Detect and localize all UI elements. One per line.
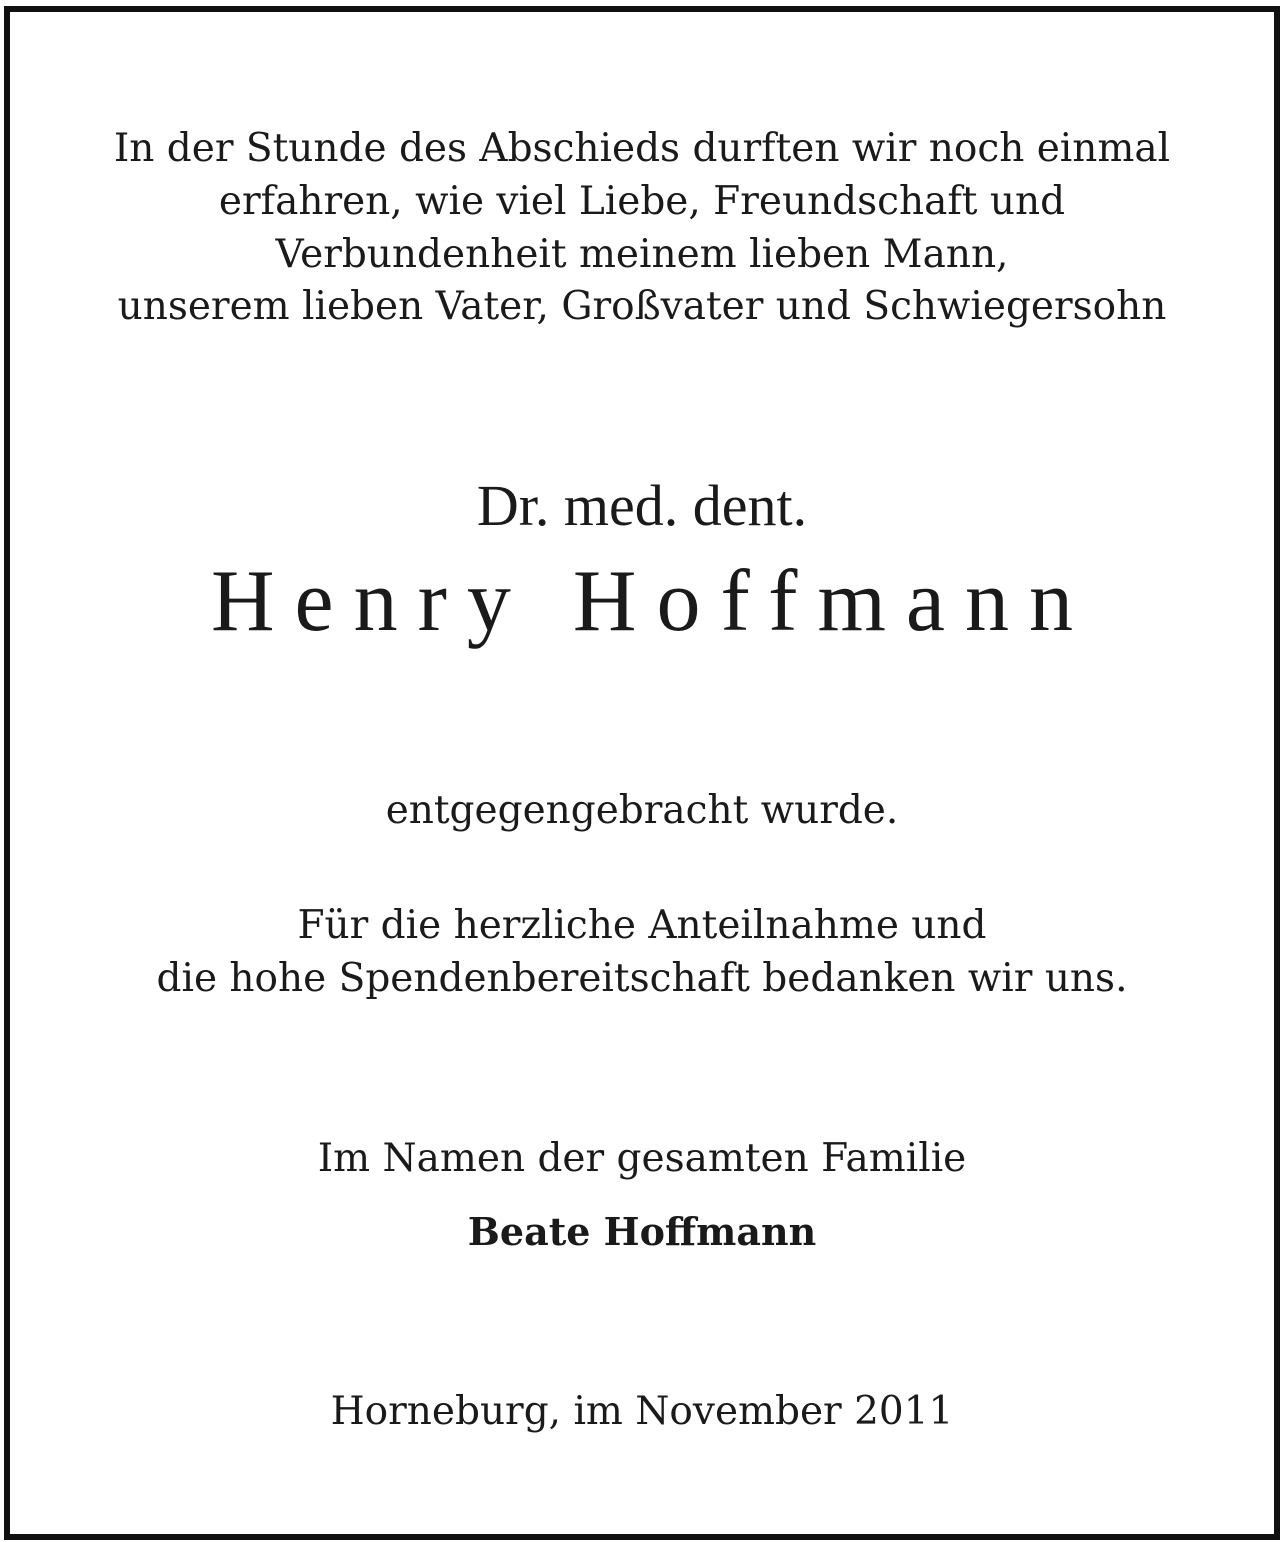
signer-name: Beate Hoffmann [467, 1209, 817, 1254]
intro-line-2: erfahren, wie viel Liebe, Freundschaft und [218, 179, 1066, 224]
place-date: Horneburg, im November 2011 [330, 1389, 954, 1434]
continuation-text: entgegengebracht wurde. [385, 788, 899, 833]
intro-line-1: In der Stunde des Abschieds durften wir noch einmal [113, 126, 1171, 171]
intro-line-3: Verbundenheit meinem lieben Mann, [275, 232, 1009, 277]
thanks-line-2: die hohe Spendenbereitschaft bedanken wir uns. [156, 956, 1128, 1001]
thanks-line-1: Für die herzliche Anteilnahme und [297, 903, 987, 948]
notice-frame [4, 6, 1280, 1540]
deceased-name: Henry Hoffmann [211, 553, 1093, 650]
academic-title: Dr. med. dent. [476, 473, 808, 538]
intro-line-4: unserem lieben Vater, Großvater und Schwiegersohn [117, 284, 1167, 329]
on-behalf-text: Im Namen der gesamten Familie [317, 1136, 967, 1181]
